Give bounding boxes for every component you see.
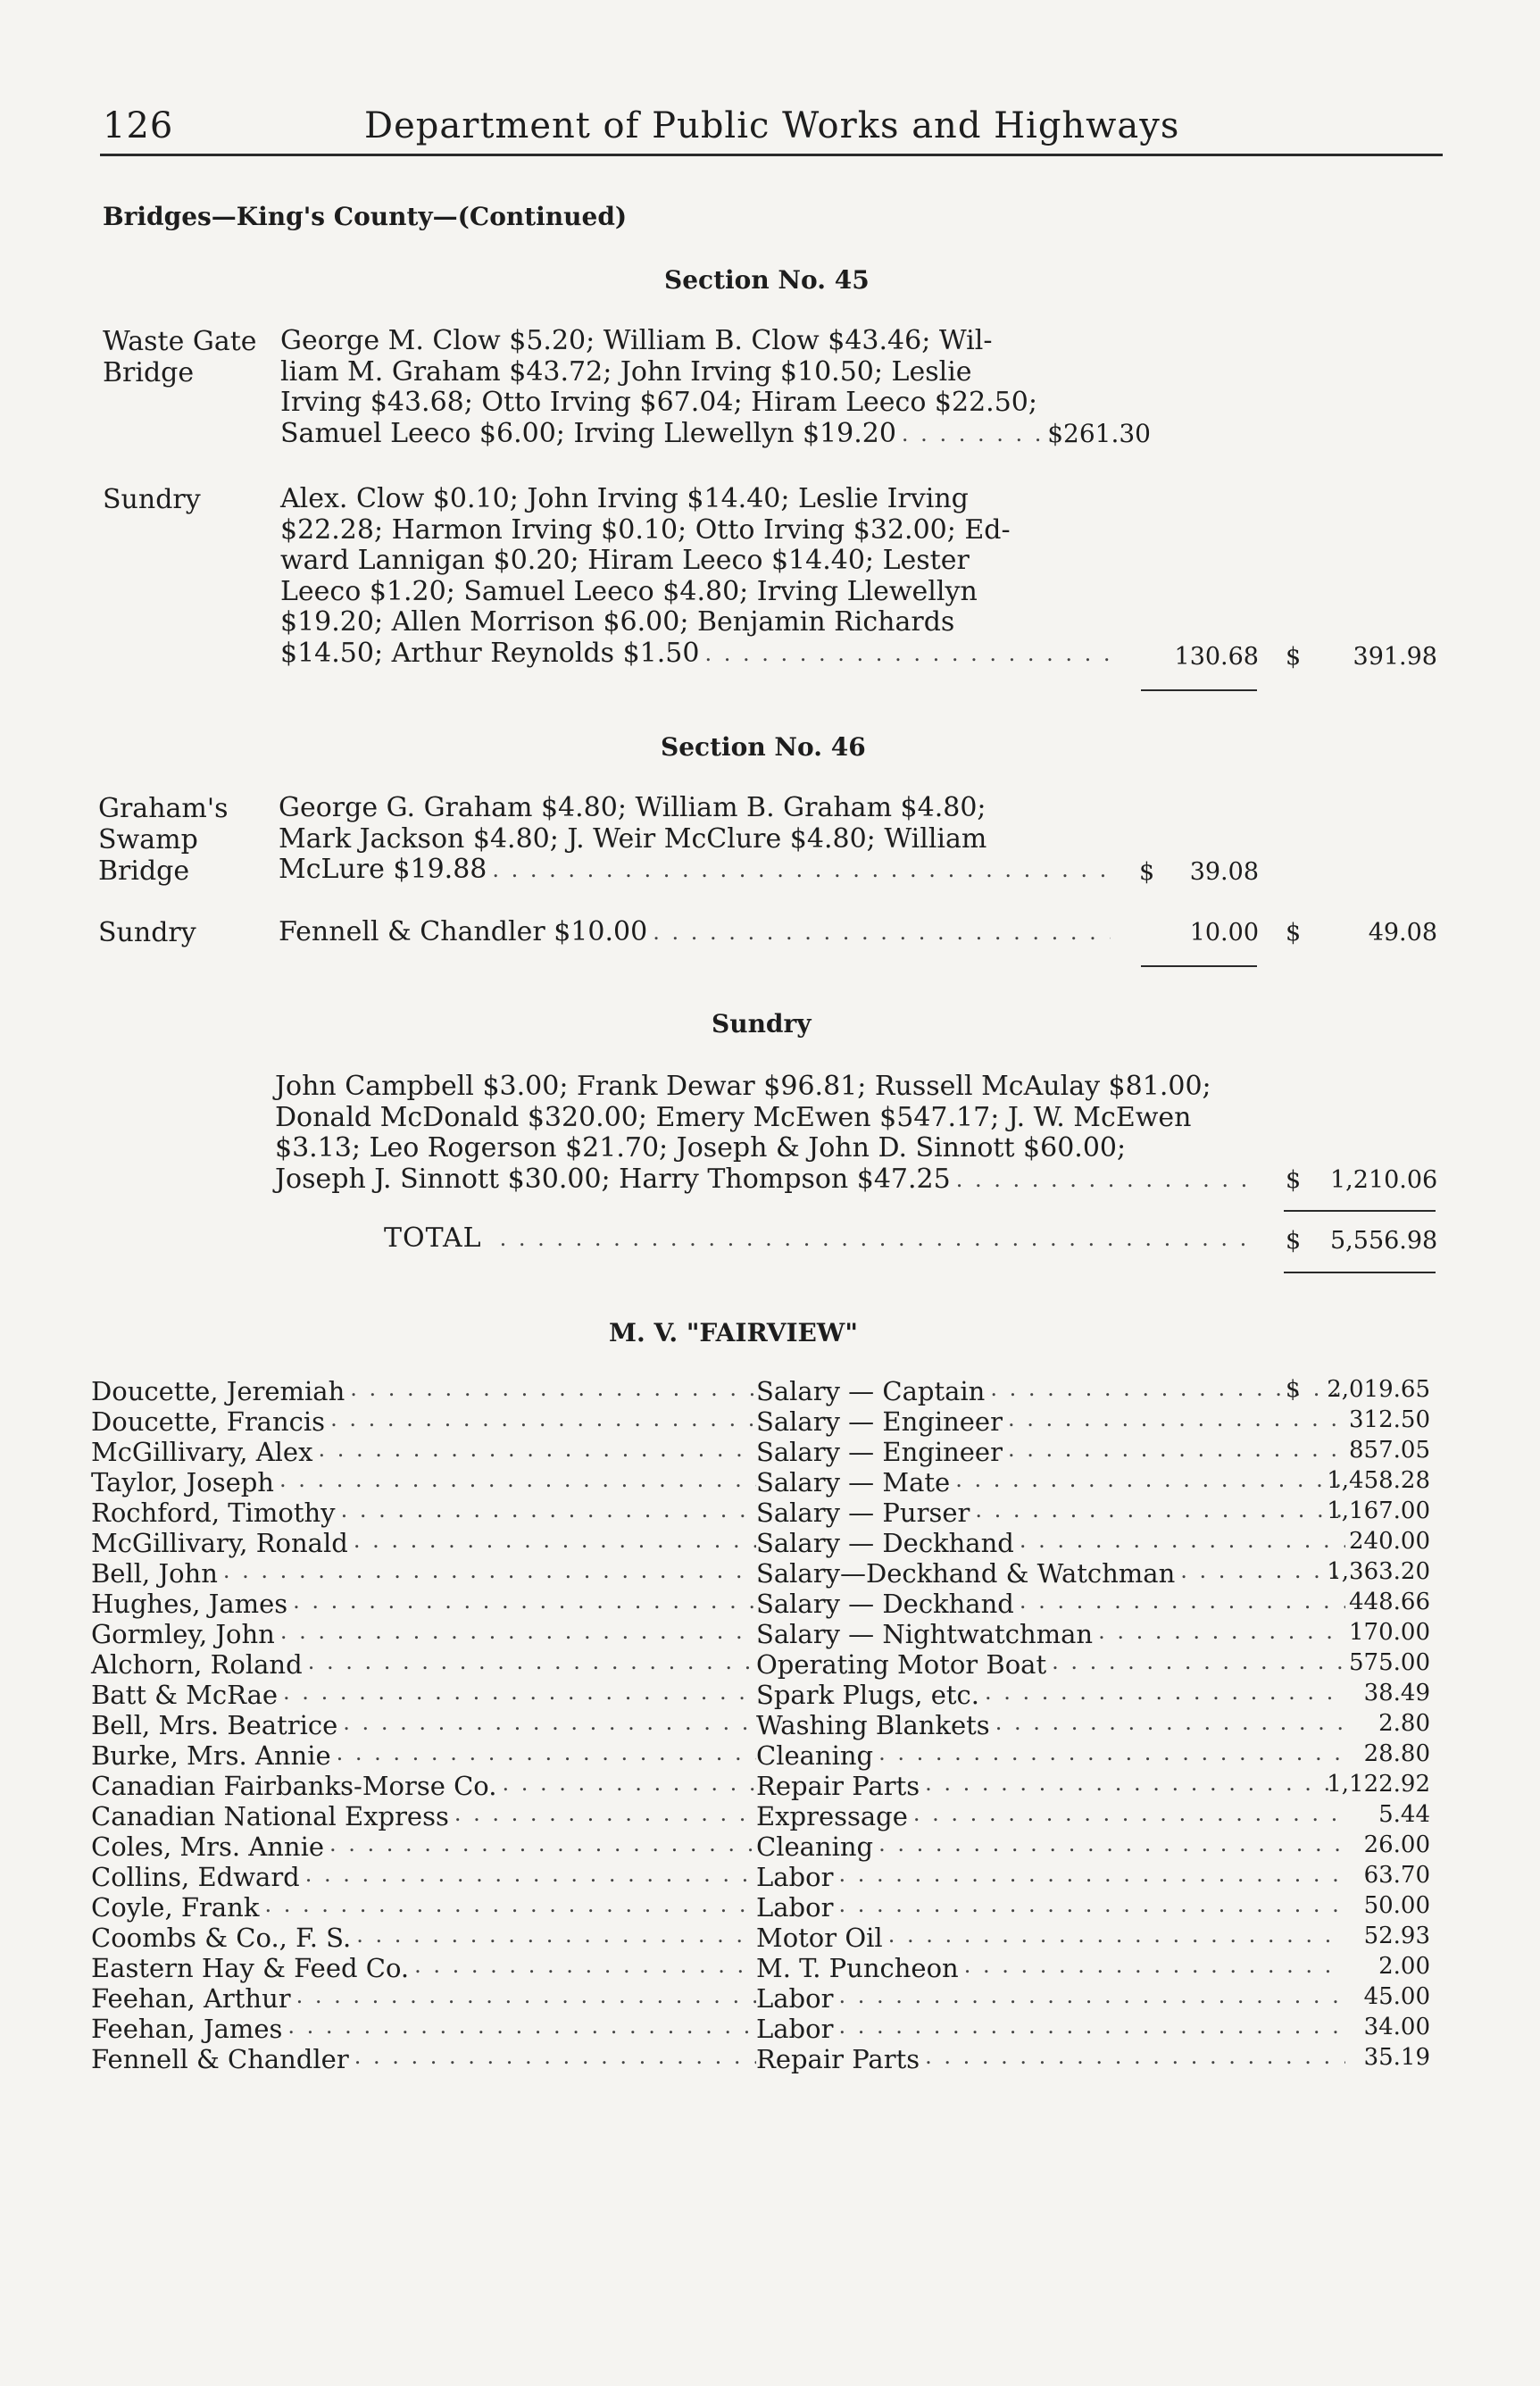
payee-name: Bell, John . . . xyxy=(91,1558,756,1589)
fairview-heading: M. V. "FAIRVIEW" xyxy=(609,1318,858,1347)
table-row xyxy=(91,1558,1430,1589)
payee-name: Collins, Edward . . . xyxy=(91,1862,756,1892)
payment-amount: 26.00 xyxy=(1363,1831,1430,1858)
payee-name: McGillivary, Alex . . . xyxy=(91,1437,756,1467)
payee-name: Coyle, Frank . . . xyxy=(91,1892,756,1923)
section-45-heading: Section No. 45 xyxy=(664,265,870,295)
table-row xyxy=(91,1467,1430,1498)
payment-description: Salary — Purser . . . xyxy=(756,1498,1345,1528)
payee-name: Coles, Mrs. Annie . . . xyxy=(91,1831,756,1862)
payment-description: Salary — Engineer . . . xyxy=(756,1437,1345,1467)
payment-amount: 240.00 xyxy=(1349,1528,1430,1555)
payment-description: Operating Motor Boat . . . xyxy=(756,1649,1345,1680)
payment-description: Labor . . . xyxy=(756,2014,1345,2044)
table-row xyxy=(91,2044,1430,2074)
payee-name: Feehan, Arthur . . . xyxy=(91,1983,756,2014)
payment-description: Cleaning . . . xyxy=(756,1740,1345,1771)
table-row xyxy=(91,1710,1430,1740)
table-row xyxy=(91,1862,1430,1892)
table-row xyxy=(91,1589,1430,1619)
payee-name: Hughes, James . . . xyxy=(91,1589,756,1619)
section-45-entry-1: George M. Clow $5.20; William B. Clow $43.46; Wil- liam M. Graham $43.72; John Irving $10.50; Leslie Irving $43.68; Otto Irving $67.04; Hiram Leeco $22.50; Samuel Leeco $6.00; Irving Llewellyn $19.20 . . . $261.30 xyxy=(280,326,1120,449)
payment-amount: 45.00 xyxy=(1363,1983,1430,2010)
payment-amount: 63.70 xyxy=(1363,1862,1430,1889)
payment-amount: 34.00 xyxy=(1363,2014,1430,2040)
payment-description: Salary — Captain . . . xyxy=(756,1376,1345,1406)
section-46-heading: Section No. 46 xyxy=(661,732,866,762)
table-row xyxy=(91,1437,1430,1467)
payment-description: Salary — Deckhand . . . xyxy=(756,1528,1345,1558)
table-row xyxy=(91,1649,1430,1680)
payment-amount: 575.00 xyxy=(1349,1649,1430,1676)
payment-description: Expressage . . . xyxy=(756,1801,1345,1831)
grand-total-dollar: $ xyxy=(1286,1227,1302,1255)
payment-amount: 38.49 xyxy=(1363,1680,1430,1706)
page-number: 126 xyxy=(103,105,174,146)
section-46-bridge-dollar: $ xyxy=(1139,858,1155,886)
section-46-label-2: Sundry xyxy=(98,917,196,948)
grand-total-amount: 5,556.98 xyxy=(1330,1227,1438,1255)
page-title: Department of Public Works and Highways xyxy=(364,105,1180,146)
payment-amount: 2.80 xyxy=(1378,1710,1430,1737)
table-row xyxy=(91,1376,1430,1406)
table-row xyxy=(91,1983,1430,2014)
payment-amount: 2,019.65 xyxy=(1327,1376,1430,1403)
header-rule xyxy=(100,154,1443,156)
table-row xyxy=(91,2014,1430,2044)
payment-description: Salary — Deckhand . . . xyxy=(756,1589,1345,1619)
payment-amount: 35.19 xyxy=(1363,2044,1430,2071)
section-46-rule xyxy=(1141,965,1257,967)
section-46-entry-2: Fennell & Chandler $10.00 . . . xyxy=(279,917,1111,948)
payee-name: Batt & McRae . . . xyxy=(91,1680,756,1710)
section-45-entry-2: Alex. Clow $0.10; John Irving $14.40; Leslie Irving $22.28; Harmon Irving $0.10; Otto Irving $32.00; Ed- ward Lannigan $0.20; Hiram Leeco $14.40; Lester Leeco $1.20; Samuel Leeco $4.80; Irving Llewellyn $19.20; Allen Morrison $6.00; Benjamin Richards $14.50; Arthur Reynolds $1.50 . . . xyxy=(280,484,1120,669)
payee-name: Feehan, James . . . xyxy=(91,2014,756,2044)
payee-name: Canadian Fairbanks-Morse Co. . . . xyxy=(91,1771,756,1801)
payee-name: McGillivary, Ronald . . . xyxy=(91,1528,756,1558)
table-row xyxy=(91,1528,1430,1558)
payee-name: Eastern Hay & Feed Co. . . . xyxy=(91,1953,756,1983)
payment-amount: 2.00 xyxy=(1378,1953,1430,1980)
section-45-label-2: Sundry xyxy=(103,484,201,515)
payment-amount: 1,458.28 xyxy=(1327,1467,1430,1494)
payment-description: Salary — Engineer . . . xyxy=(756,1406,1345,1437)
table-row xyxy=(91,1619,1430,1649)
section-46-total-dollar: $ xyxy=(1286,919,1302,947)
table-row xyxy=(91,1771,1430,1801)
payment-description: Labor . . . xyxy=(756,1983,1345,2014)
payee-name: Burke, Mrs. Annie . . . xyxy=(91,1740,756,1771)
payee-name: Coombs & Co., F. S. . . . xyxy=(91,1923,756,1953)
payment-description: Labor . . . xyxy=(756,1862,1345,1892)
payment-amount: 1,363.20 xyxy=(1327,1558,1430,1585)
payment-description: Salary — Nightwatchman . . . xyxy=(756,1619,1345,1649)
payee-name: Rochford, Timothy . . . xyxy=(91,1498,756,1528)
grand-total-rule xyxy=(1284,1272,1436,1273)
payment-description: M. T. Puncheon . . . xyxy=(756,1953,1345,1983)
payee-name: Canadian National Express . . . xyxy=(91,1801,756,1831)
payment-amount: 1,167.00 xyxy=(1327,1498,1430,1524)
payee-name: Doucette, Francis . . . xyxy=(91,1406,756,1437)
section-45-sundry-amount: 130.68 xyxy=(1174,643,1259,671)
continued-heading: Bridges—King's County—(Continued) xyxy=(103,202,628,231)
payment-amount: 28.80 xyxy=(1363,1740,1430,1767)
sundry-heading: Sundry xyxy=(712,1009,812,1039)
payee-name: Alchorn, Roland . . . xyxy=(91,1649,756,1680)
payee-name: Doucette, Jeremiah . . . xyxy=(91,1376,756,1406)
section-46-entry-1: George G. Graham $4.80; William B. Graham $4.80; Mark Jackson $4.80; J. Weir McClure $4.80; William McLure $19.88 . . . xyxy=(279,793,1111,886)
payee-name: Fennell & Chandler . . . xyxy=(91,2044,756,2074)
section-45-total-dollar: $ xyxy=(1286,643,1302,671)
table-row xyxy=(91,1892,1430,1923)
table-row xyxy=(91,1953,1430,1983)
section-46-label-1: Graham's Swamp Bridge xyxy=(98,793,229,887)
section-46-total: 49.08 xyxy=(1368,919,1437,947)
payment-amount: 50.00 xyxy=(1363,1892,1430,1919)
payment-description: Spark Plugs, etc. . . . xyxy=(756,1680,1345,1710)
payment-amount: 1,122.92 xyxy=(1327,1771,1430,1798)
payment-description: Repair Parts . . . xyxy=(756,1771,1345,1801)
payment-description: Salary—Deckhand & Watchman . . . xyxy=(756,1558,1345,1589)
table-row xyxy=(91,1801,1430,1831)
payment-amount: 170.00 xyxy=(1349,1619,1430,1646)
payment-description: Repair Parts . . . xyxy=(756,2044,1345,2074)
table-row xyxy=(91,1831,1430,1862)
table-row xyxy=(91,1498,1430,1528)
payment-amount: 448.66 xyxy=(1349,1589,1430,1615)
payment-description: Labor . . . xyxy=(756,1892,1345,1923)
sundry-dollar: $ xyxy=(1286,1166,1302,1194)
payee-name: Bell, Mrs. Beatrice . . . xyxy=(91,1710,756,1740)
section-45-label-1: Waste Gate Bridge xyxy=(103,326,257,388)
table-row xyxy=(91,1406,1430,1437)
section-45-total: 391.98 xyxy=(1353,643,1437,671)
payment-amount: 312.50 xyxy=(1349,1406,1430,1433)
payee-name: Gormley, John . . . xyxy=(91,1619,756,1649)
section-45-rule xyxy=(1141,689,1257,691)
sundry-amount: 1,210.06 xyxy=(1330,1166,1438,1194)
payment-amount: 857.05 xyxy=(1349,1437,1430,1464)
sundry-entry: John Campbell $3.00; Frank Dewar $96.81; Russell McAulay $81.00; Donald McDonald $320.00; Emery McEwen $547.17; J. W. McEwen $3.13; Leo Rogerson $21.70; Joseph & John D. Sinnott $60.00; Joseph J. Sinnott $30.00; Harry Thompson $47.25 . . . xyxy=(275,1072,1257,1195)
payee-name: Taylor, Joseph . . . xyxy=(91,1467,756,1498)
table-row xyxy=(91,1923,1430,1953)
payment-description: Salary — Mate . . . xyxy=(756,1467,1345,1498)
sundry-rule xyxy=(1284,1210,1436,1212)
payment-amount: 5.44 xyxy=(1378,1801,1430,1828)
table-row xyxy=(91,1740,1430,1771)
payment-description: Motor Oil . . . xyxy=(756,1923,1345,1953)
table-row xyxy=(91,1680,1430,1710)
payment-amount: 52.93 xyxy=(1363,1923,1430,1949)
section-46-sundry-amount: 10.00 xyxy=(1189,919,1259,947)
first-row-dollar: $ xyxy=(1286,1376,1301,1403)
section-46-bridge-amount: 39.08 xyxy=(1189,858,1259,886)
grand-total-line: TOTAL . . . xyxy=(384,1223,1259,1255)
payment-description: Washing Blankets . . . xyxy=(756,1710,1345,1740)
payment-description: Cleaning . . . xyxy=(756,1831,1345,1862)
